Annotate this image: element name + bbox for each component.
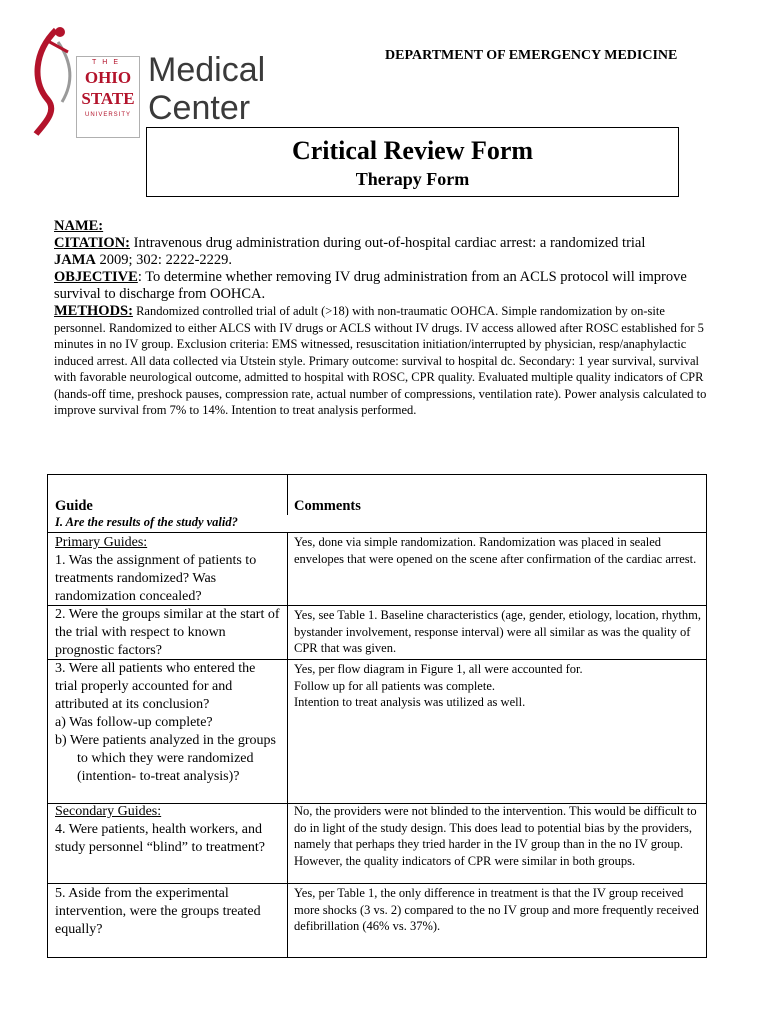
methods-text: Randomized controlled trial of adult (>18) with non-traumatic OOHCA. Simple randomization by on-site personnel. Randomized to either ALCS with IV drugs or ACLS without IV drugs. IV access allowed after ROSC established for 5 minutes in no IV group. Exclusion criteria: EMS witnessed, resuscitation initiation/interrupted by physician, resp/anaphylactic induced arrest. All data collected via Utstein style. Primary outcome: survival to hospital dc. Secondary: 1 year survival, survival with favorable neurological outcome, admitted to hospital with ROSC, CPR quality. Evaluated multiple quality indicators of CPR (hands-off time, preshock pauses, compression rate, actual number of compressions, ventilation rate). Power analysis calculated to improve survival from 7% to 14%. Intention to treat analysis performed. [54, 304, 707, 417]
comments-column-header: Comments [294, 498, 361, 514]
question-3: 3. Were all patients who entered the trial properly accounted for and attributed at its conclusion? [55, 661, 256, 712]
answer-1: Yes, done via simple randomization. Randomization was placed in sealed envelopes that were opened on the scene after confirmation of the cardiac arrest. [294, 535, 697, 566]
table-row-q4-guide [55, 803, 281, 857]
journal-ref: 2009; 302: 2222-2229. [95, 252, 233, 268]
objective-line [54, 269, 714, 303]
answer-4: No, the providers were not blinded to the intervention. This would be difficult to do in light of the study design. This does lead to potential bias by the providers, namely that perhaps they tried harder in the IV group than in the no IV group. However, the quality indicators of CPR were similar in both groups. [294, 804, 697, 868]
name-label: NAME: [54, 218, 104, 234]
article-info [54, 218, 714, 419]
journal-line [54, 252, 714, 269]
objective-label: OBJECTIVE [54, 269, 138, 285]
section-row [48, 515, 706, 532]
answer-5: Yes, per Table 1, the only difference in treatment is that the IV group received more shocks (3 vs. 2) compared to the no IV group and more frequently received defibrillation (46% vs. 37%). [294, 886, 699, 933]
question-3a: a) Was follow-up complete? [55, 715, 213, 730]
logo-medical: Medical [148, 51, 266, 89]
citation-text: Intravenous drug administration during out-of-hospital cardiac arrest: a randomized trial [130, 235, 646, 251]
question-1: 1. Was the assignment of patients to treatments randomized? Was randomization concealed? [55, 553, 257, 604]
citation-line [54, 235, 714, 252]
logo-the: THE [92, 59, 124, 66]
citation-label: CITATION: [54, 235, 130, 251]
osu-medical-center-logo [28, 22, 268, 140]
secondary-guides-label: Secondary Guides: [55, 804, 162, 819]
guide-column-header: Guide [55, 498, 93, 514]
methods-paragraph [54, 303, 714, 419]
row-divider [48, 883, 706, 884]
title-box [146, 127, 679, 197]
section-i-heading: I. Are the results of the study valid? [55, 515, 238, 529]
methods-label: METHODS: [54, 303, 133, 319]
table-row-q3-comment [294, 661, 702, 711]
question-4: 4. Were patients, health workers, and study personnel “blind” to treatment? [55, 822, 265, 855]
objective-text: : To determine whether removing IV drug administration from an ACLS protocol will improve survival to discharge from OOHCA. [54, 269, 687, 302]
logo-ohio: OHIO [84, 68, 132, 87]
logo-state: STATE [81, 89, 135, 108]
question-5: 5. Aside from the experimental intervention, were the groups treated equally? [55, 886, 261, 937]
logo-university: UNIVERSITY [84, 112, 131, 118]
name-line [54, 218, 714, 235]
department-heading: DEPARTMENT OF EMERGENCY MEDICINE [385, 48, 678, 63]
column-divider [287, 475, 288, 957]
row-divider [48, 532, 706, 533]
form-subtitle: Therapy Form [355, 169, 470, 189]
answer-2: Yes, see Table 1. Baseline characteristics (age, gender, etiology, location, rhythm, bystander involvement, response interval) were all similar as was the quality of CPR that was given. [294, 608, 701, 655]
form-title: Critical Review Form [291, 136, 534, 165]
answer-3-line-3: Intention to treat analysis was utilized as well. [294, 695, 526, 709]
answer-3-line-2: Follow up for all patients was complete. [294, 678, 496, 693]
review-table [47, 474, 707, 958]
primary-guides-label: Primary Guides: [55, 535, 148, 550]
question-2: 2. Were the groups similar at the start of the trial with respect to known prognostic factors? [55, 607, 280, 658]
logo-center: Center [148, 89, 251, 127]
table-row-q3-guide [55, 660, 281, 786]
journal-name: JAMA [54, 252, 96, 268]
answer-3-line-1: Yes, per flow diagram in Figure 1, all were accounted for. [294, 662, 583, 676]
table-row-q1-guide [55, 534, 281, 606]
question-3b: b) Were patients analyzed in the groups to which they were randomized (intention- to-treat analysis)? [55, 733, 276, 784]
